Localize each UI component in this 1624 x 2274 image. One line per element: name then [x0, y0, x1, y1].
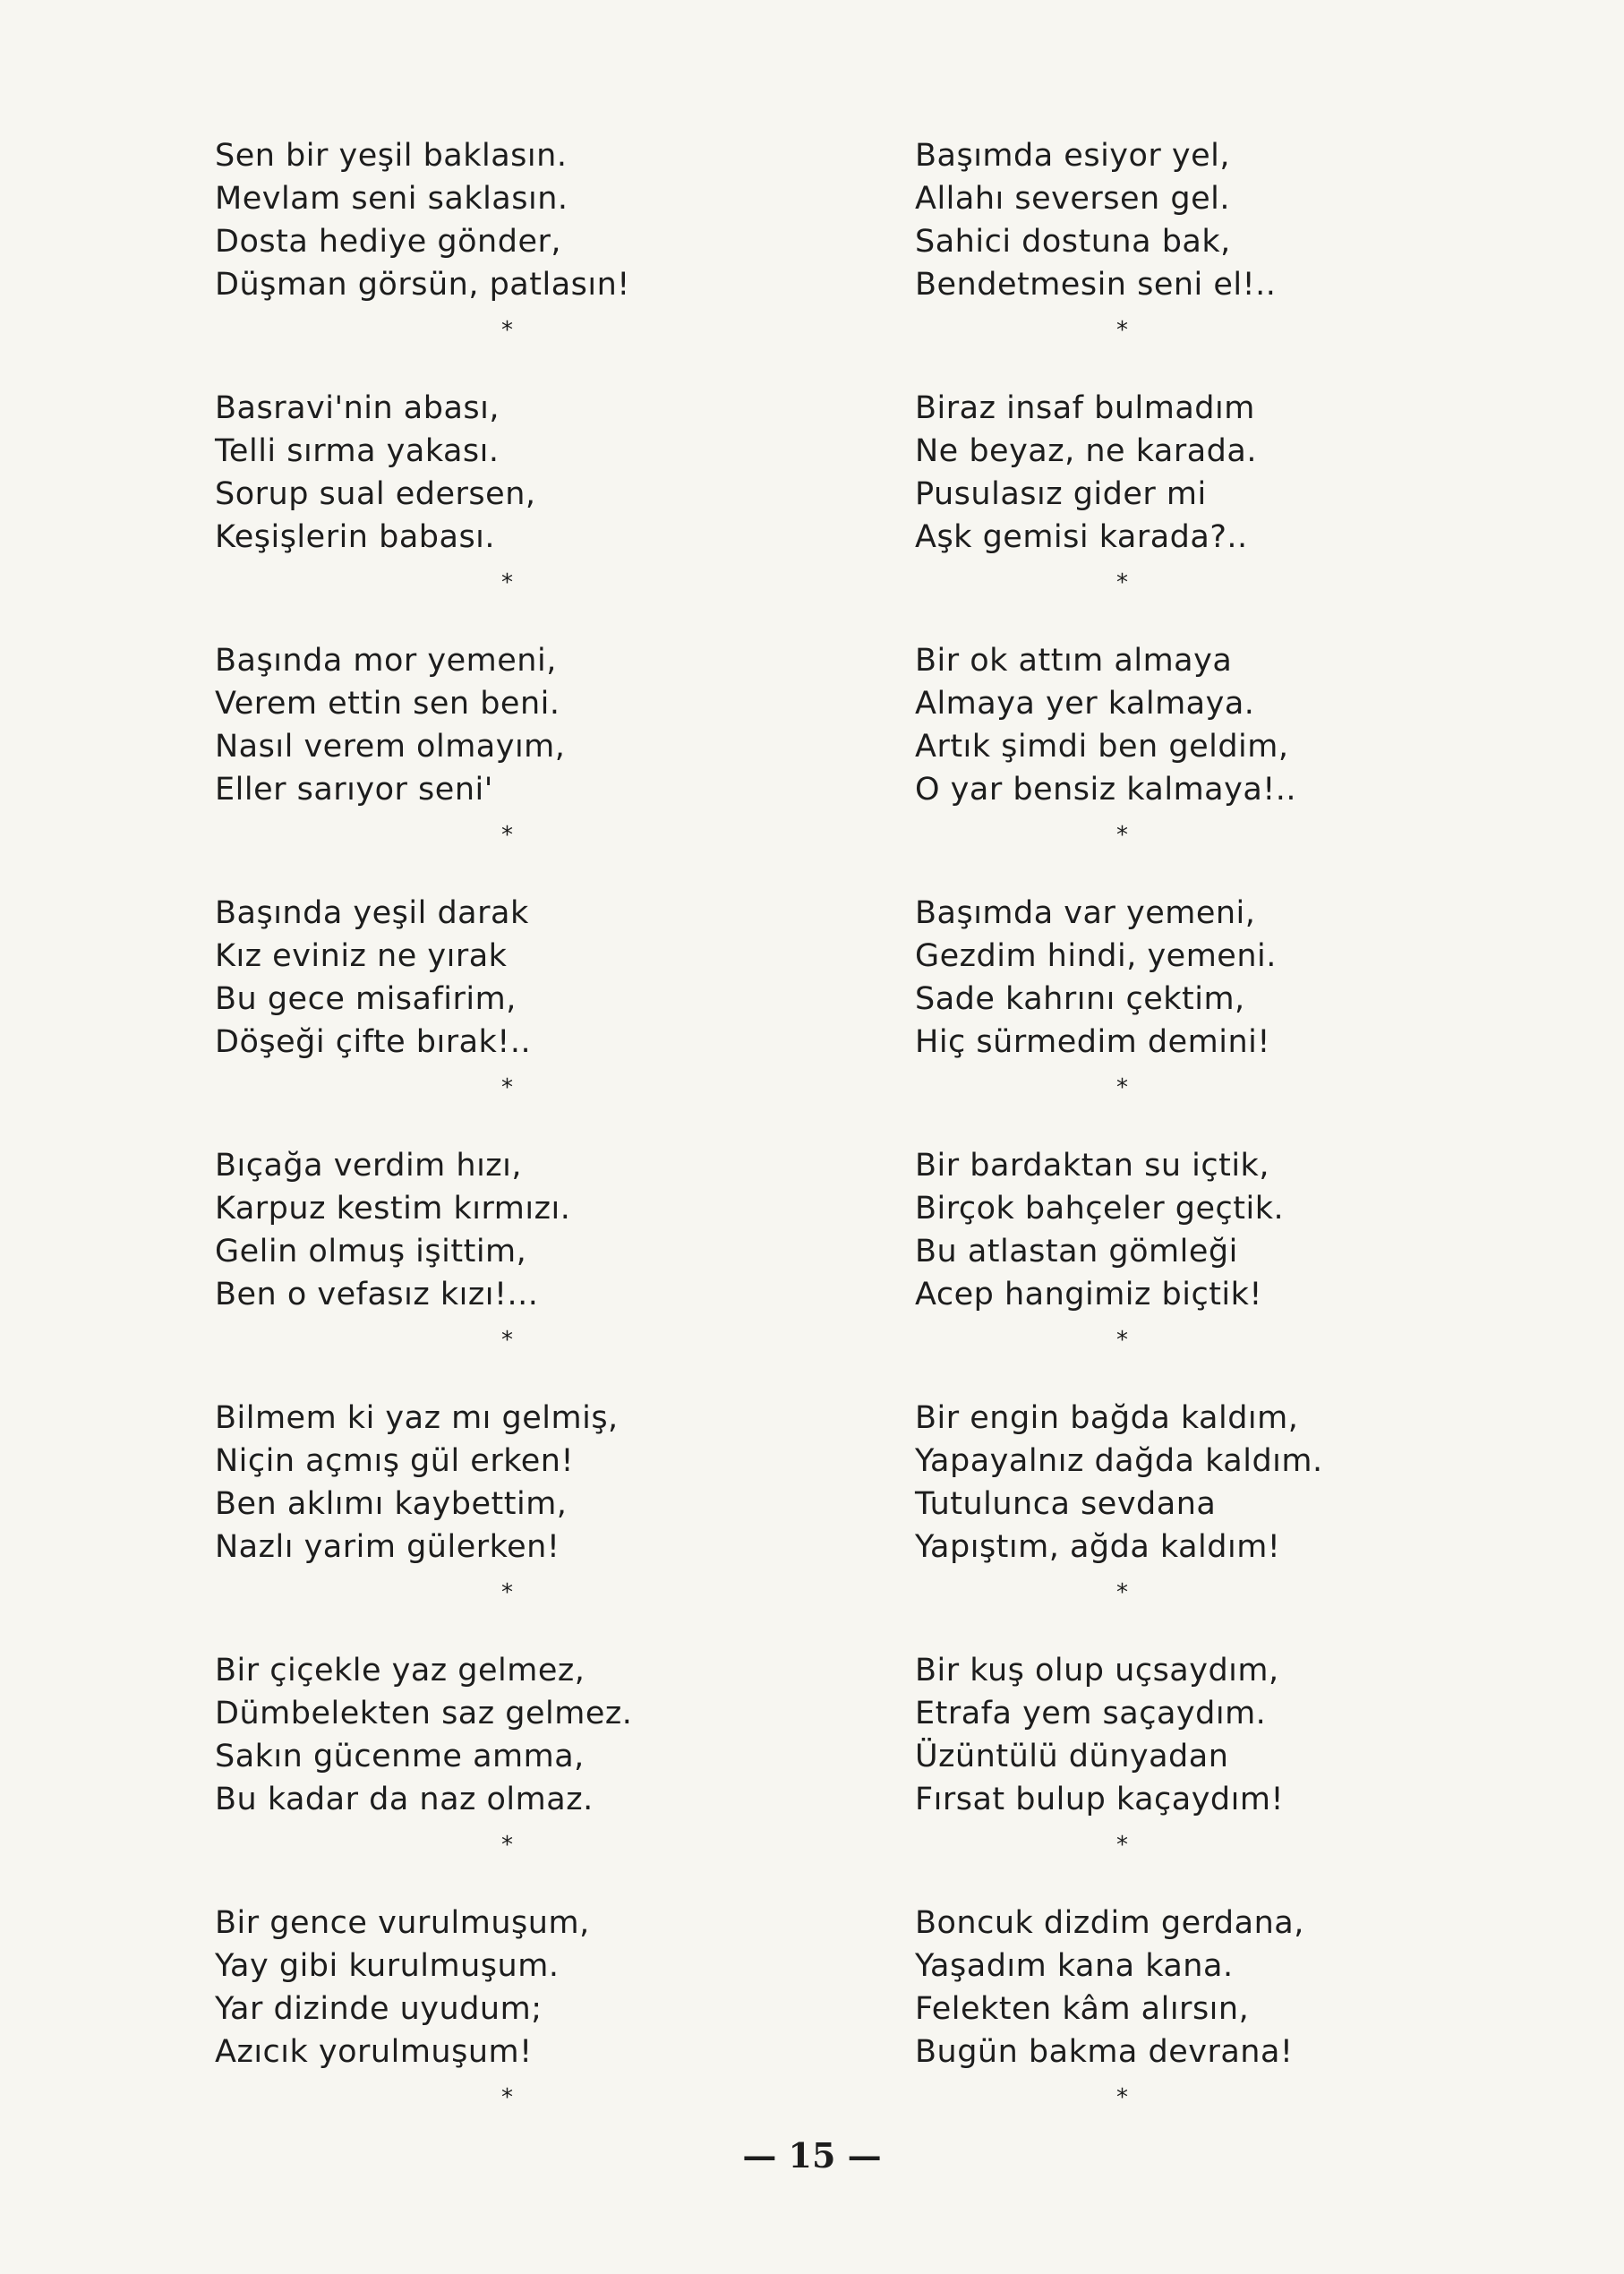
verse-line: Bir bardaktan su içtik,	[915, 1148, 1269, 1184]
stanza-separator: *	[501, 1074, 513, 1101]
stanza	[915, 1649, 1416, 1902]
stanza	[215, 892, 716, 1144]
verse-line: Ben o vefasız kızı!...	[215, 1277, 539, 1312]
verse-line: Almaya yer kalmaya.	[915, 686, 1255, 722]
stanza	[215, 387, 716, 639]
verse-line: Yar dizinde uyudum;	[215, 1991, 543, 2027]
verse-line: Bu gece misafirim,	[215, 981, 517, 1017]
stanza-separator: *	[1116, 1832, 1128, 1859]
verse-line: Sorup sual edersen,	[215, 476, 536, 512]
stanza-separator: *	[1116, 569, 1128, 596]
verse-line: Başımda var yemeni,	[915, 895, 1256, 931]
stanza-separator: *	[501, 1579, 513, 1606]
verse-line: Birçok bahçeler geçtik.	[915, 1191, 1285, 1227]
verse-line: Gelin olmuş işittim,	[215, 1234, 527, 1270]
verse-line: O yar bensiz kalmaya!..	[915, 772, 1297, 808]
verse-line: Yay gibi kurulmuşum.	[215, 1948, 560, 1984]
verse-line: Eller sarıyor seni'	[215, 772, 493, 808]
verse-line: Dümbelekten saz gelmez.	[215, 1696, 633, 1731]
verse-line: Yapıştım, ağda kaldım!	[915, 1529, 1281, 1565]
stanza-separator: *	[501, 1327, 513, 1354]
stanza-separator: *	[501, 822, 513, 849]
verse-line: Yaşadım kana kana.	[915, 1948, 1234, 1984]
verse-line: Karpuz kestim kırmızı.	[215, 1191, 571, 1227]
verse-line: Bir engin bağda kaldım,	[915, 1400, 1299, 1436]
verse-line: Sade kahrını çektim,	[915, 981, 1245, 1017]
verse-line: Yapayalnız dağda kaldım.	[915, 1443, 1323, 1479]
stanza	[915, 892, 1416, 1144]
verse-line: Bugün bakma devrana!	[915, 2034, 1294, 2070]
verse-line: Sakın gücenme amma,	[215, 1739, 585, 1774]
verse-line: Döşeği çifte bırak!..	[215, 1024, 532, 1060]
stanza-separator: *	[1116, 822, 1128, 849]
stanza	[915, 639, 1416, 892]
verse-line: Bu atlastan gömleği	[915, 1234, 1238, 1270]
verse-line: Telli sırma yakası.	[215, 433, 500, 469]
verse-line: Bir kuş olup uçsaydım,	[915, 1653, 1279, 1688]
left-poem-column	[215, 134, 716, 2154]
verse-line: Sahici dostuna bak,	[915, 224, 1231, 260]
verse-line: Pusulasız gider mi	[915, 476, 1207, 512]
verse-line: Felekten kâm alırsın,	[915, 1991, 1250, 2027]
stanza-separator: *	[501, 2084, 513, 2111]
stanza-separator: *	[1116, 317, 1128, 344]
verse-line: Biraz insaf bulmadım	[915, 390, 1255, 426]
stanza	[215, 134, 716, 387]
verse-line: Bir gence vurulmuşum,	[215, 1905, 590, 1941]
stanza	[215, 1397, 716, 1649]
page-number: — 15 —	[742, 2135, 882, 2176]
stanza-separator: *	[501, 1832, 513, 1859]
verse-line: Düşman görsün, patlasın!	[215, 267, 630, 303]
verse-line: Fırsat bulup kaçaydım!	[915, 1782, 1284, 1817]
verse-line: Başında yeşil darak	[215, 895, 529, 931]
verse-line: Artık şimdi ben geldim,	[915, 729, 1289, 765]
verse-line: Bilmem ki yaz mı gelmiş,	[215, 1400, 619, 1436]
verse-line: Etrafa yem saçaydım.	[915, 1696, 1267, 1731]
stanza	[915, 134, 1416, 387]
verse-line: Dosta hediye gönder,	[215, 224, 562, 260]
stanza-separator: *	[501, 317, 513, 344]
stanza	[215, 1649, 716, 1902]
stanza	[215, 1144, 716, 1397]
verse-line: Nasıl verem olmayım,	[215, 729, 566, 765]
stanza	[915, 1144, 1416, 1397]
stanza	[915, 387, 1416, 639]
stanza-separator: *	[501, 569, 513, 596]
verse-line: Başında mor yemeni,	[215, 643, 557, 679]
verse-line: Nazlı yarim gülerken!	[215, 1529, 560, 1565]
stanza	[215, 1902, 716, 2154]
stanza-separator: *	[1116, 1327, 1128, 1354]
verse-line: Basravi'nin abası,	[215, 390, 500, 426]
verse-line: Sen bir yeşil baklasın.	[215, 138, 568, 174]
verse-line: Mevlam seni saklasın.	[215, 181, 568, 217]
verse-line: Tutulunca sevdana	[915, 1486, 1217, 1522]
verse-line: Hiç sürmedim demini!	[915, 1024, 1270, 1060]
verse-line: Gezdim hindi, yemeni.	[915, 938, 1277, 974]
verse-line: Başımda esiyor yel,	[915, 138, 1231, 174]
verse-line: Azıcık yorulmuşum!	[215, 2034, 533, 2070]
verse-line: Ben aklımı kaybettim,	[215, 1486, 568, 1522]
verse-line: Kız eviniz ne yırak	[215, 938, 508, 974]
verse-line: Boncuk dizdim gerdana,	[915, 1905, 1304, 1941]
verse-line: Verem ettin sen beni.	[215, 686, 560, 722]
verse-line: Bir ok attım almaya	[915, 643, 1233, 679]
verse-line: Üzüntülü dünyadan	[915, 1739, 1229, 1774]
verse-line: Keşişlerin babası.	[215, 519, 496, 555]
verse-line: Acep hangimiz biçtik!	[915, 1277, 1262, 1312]
verse-line: Bendetmesin seni el!..	[915, 267, 1277, 303]
stanza	[215, 639, 716, 892]
stanza-separator: *	[1116, 2084, 1128, 2111]
stanza-separator: *	[1116, 1074, 1128, 1101]
stanza	[915, 1397, 1416, 1649]
verse-line: Bir çiçekle yaz gelmez,	[215, 1653, 585, 1688]
verse-line: Allahı seversen gel.	[915, 181, 1230, 217]
verse-line: Bu kadar da naz olmaz.	[215, 1782, 594, 1817]
right-poem-column	[915, 134, 1416, 2154]
stanza-separator: *	[1116, 1579, 1128, 1606]
verse-line: Ne beyaz, ne karada.	[915, 433, 1257, 469]
verse-line: Niçin açmış gül erken!	[215, 1443, 574, 1479]
stanza	[915, 1902, 1416, 2154]
verse-line: Bıçağa verdim hızı,	[215, 1148, 523, 1184]
verse-line: Aşk gemisi karada?..	[915, 519, 1248, 555]
